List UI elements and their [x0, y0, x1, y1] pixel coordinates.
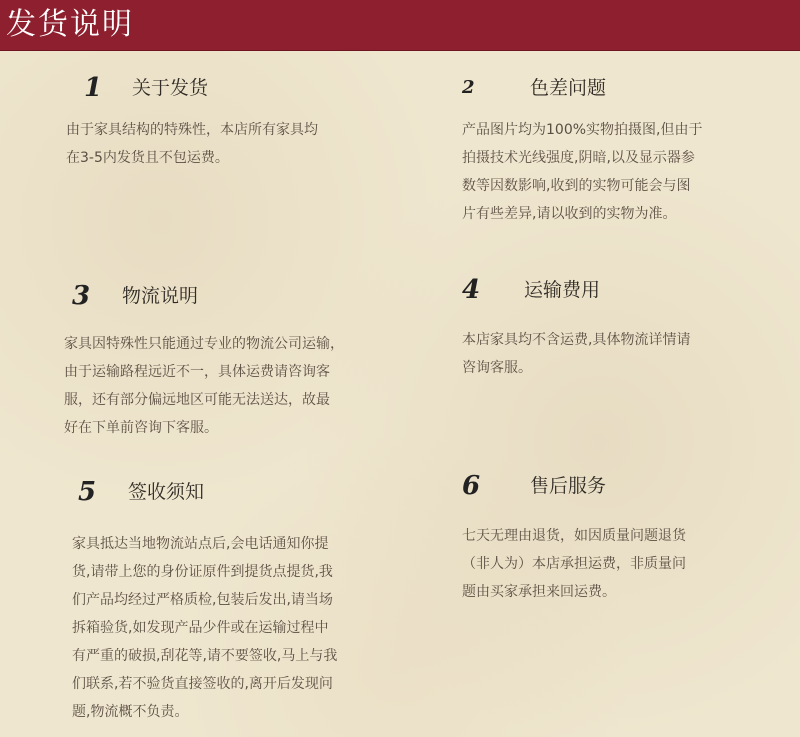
section-title: 运输费用 — [524, 279, 601, 301]
section-number: 3 — [72, 281, 91, 311]
section-number: 5 — [78, 477, 97, 507]
section-body: 家具抵达当地物流站点后,会电话通知你提 货,请带上您的身份证原件到提货点提货,我 们产品均经过严格质检,包装后发出,请当场 拆箱验货,如发现产品少件或在运输过程中 有严重的破损,刮花等,请不要签收,马上与我 们联系,若不验货直接签收的,离开后发现问 题,物流概不负责。 — [72, 536, 338, 720]
section-delivery-notice — [72, 474, 422, 726]
section-title: 色差问题 — [530, 77, 607, 99]
section-body: 七天无理由退货，如因质量问题退货 （非人为）本店承担运费，非质量问 题由买家承担来回运费。 — [462, 528, 686, 600]
section-number: 2 — [462, 77, 475, 98]
section-shipping-fee — [462, 272, 792, 382]
section-body: 家具因特殊性只能通过专业的物流公司运输， 由于运输路程远近不一，具体运费请咨询客 服，还有部分偏远地区可能无法送达，故最 好在下单前咨询下客服。 — [64, 336, 344, 436]
section-number: 6 — [462, 471, 481, 501]
section-color-difference — [462, 70, 792, 228]
section-title: 关于发货 — [132, 77, 209, 99]
section-body: 由于家具结构的特殊性，本店所有家具均 在3-5内发货且不包运费。 — [66, 122, 318, 166]
section-body: 本店家具均不含运费,具体物流详情请 咨询客服。 — [462, 332, 691, 376]
section-after-sales — [462, 468, 792, 606]
section-shipping — [66, 70, 406, 172]
page-title: 发货说明 — [6, 7, 134, 42]
section-title: 物流说明 — [122, 285, 199, 307]
header-bar — [0, 0, 800, 51]
section-number: 1 — [84, 73, 103, 103]
section-logistics — [64, 278, 424, 442]
section-title: 售后服务 — [530, 475, 607, 497]
section-number: 4 — [462, 275, 481, 305]
section-body: 产品图片均为100%实物拍摄图,但由于 拍摄技术光线强度,阴暗,以及显示器参 数等因数影响,收到的实物可能会与图 片有些差异,请以收到的实物为准。 — [462, 122, 703, 222]
section-title: 签收须知 — [128, 481, 205, 503]
